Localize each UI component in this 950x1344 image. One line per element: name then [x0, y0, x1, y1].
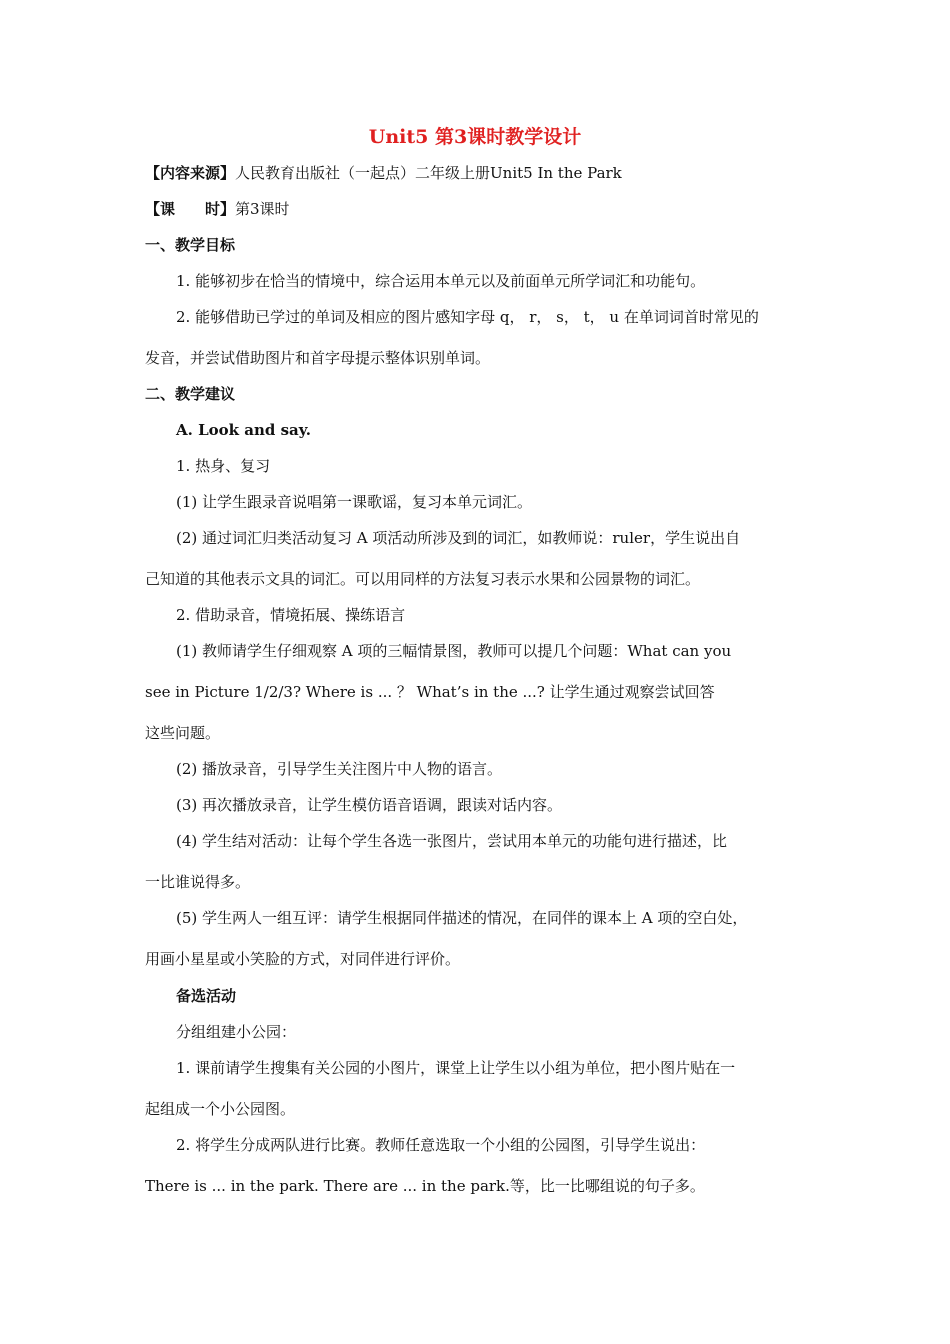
optional-paragraph-1b: 起组成一个小公园图。 — [145, 1100, 296, 1118]
section2-step-2-item-4a: (4) 学生结对活动：让每个学生各选一张图片，尝试用本单元的功能句进行描述，比 — [176, 832, 728, 850]
optional-subtitle: 分组组建小公园： — [176, 1023, 297, 1041]
period-value: 第3课时 — [235, 200, 290, 218]
optional-heading: 备选活动 — [176, 987, 237, 1005]
section1-paragraph-1: 1. 能够初步在恰当的情境中，综合运用本单元以及前面单元所学词汇和功能句。 — [176, 272, 706, 290]
section1-paragraph-2b: 发音，并尝试借助图片和首字母提示整体识别单词。 — [145, 349, 491, 367]
section2-step-1: 1. 热身、复习 — [176, 457, 271, 475]
section2-sub-a: A. Look and say. — [176, 421, 311, 439]
page-title: Unit5 第3课时教学设计 — [368, 126, 582, 148]
section2-step-2-item-3: (3) 再次播放录音，让学生模仿语音语调，跟读对话内容。 — [176, 796, 563, 814]
source-line — [145, 163, 622, 183]
section2-step-2-item-5b: 用画小星星或小笑脸的方式，对同伴进行评价。 — [145, 950, 461, 968]
section2-step-2-item-2: (2) 播放录音，引导学生关注图片中人物的语言。 — [176, 760, 503, 778]
optional-paragraph-2b: There is ... in the park. There are ... in the park.等，比一比哪组说的句子多。 — [145, 1177, 705, 1195]
period-label: 【课 时】 — [145, 200, 236, 218]
source-value: 人民教育出版社（一起点）二年级上册Unit5 In the Park — [235, 164, 622, 182]
section2-heading: 二、教学建议 — [145, 385, 236, 403]
section1-heading: 一、教学目标 — [145, 236, 236, 254]
section2-step-1-item-1: (1) 让学生跟录音说唱第一课歌谣，复习本单元词汇。 — [176, 493, 533, 511]
section2-step-2-item-1c: 这些问题。 — [145, 724, 221, 742]
section2-step-2: 2. 借助录音，情境拓展、操练语言 — [176, 606, 406, 624]
section1-paragraph-2a: 2. 能够借助已学过的单词及相应的图片感知字母 q， r， s， t， u 在单词词首时常见的 — [176, 308, 759, 326]
section2-step-1-item-2a: (2) 通过词汇归类活动复习 A 项活动所涉及到的词汇，如教师说：ruler，学生说出自 — [176, 529, 741, 547]
section2-step-2-item-1b: see in Picture 1/2/3? Where is ... ？ What’s in the ...? 让学生通过观察尝试回答 — [145, 683, 715, 701]
section2-step-2-item-4b: 一比谁说得多。 — [145, 873, 251, 891]
optional-paragraph-1a: 1. 课前请学生搜集有关公园的小图片，课堂上让学生以小组为单位，把小图片贴在一 — [176, 1059, 736, 1077]
period-line — [145, 199, 290, 219]
section2-step-2-item-1a: (1) 教师请学生仔细观察 A 项的三幅情景图，教师可以提几个问题：What can you — [176, 642, 732, 660]
optional-paragraph-2a: 2. 将学生分成两队进行比赛。教师任意选取一个小组的公园图，引导学生说出： — [176, 1136, 706, 1154]
section2-step-2-item-5a: (5) 学生两人一组互评：请学生根据同伴描述的情况，在同伴的课本上 A 项的空白处， — [176, 909, 748, 927]
section2-step-1-item-2b: 己知道的其他表示文具的词汇。可以用同样的方法复习表示水果和公园景物的词汇。 — [145, 570, 701, 588]
source-label: 【内容来源】 — [145, 164, 236, 182]
